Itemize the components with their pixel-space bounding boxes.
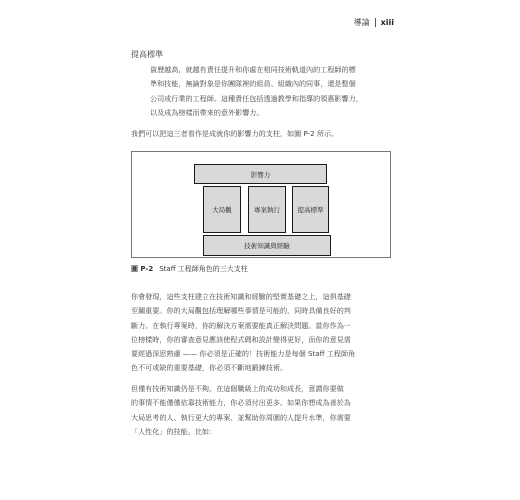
page-number: xiii bbox=[380, 18, 394, 27]
paragraph-2: 我們可以把這三者看作是成就你的影響力的支柱，如圖 P-2 所示。 bbox=[131, 129, 339, 138]
influence-roof: 影響力 bbox=[194, 164, 327, 184]
paragraph-3: 你會發現，這些支柱建立在技術知識和經驗的堅實基礎之上，這俱基礎 至關重要。你的大局觀包括理解哪些事情是可能的，同時具備良好的判 斷力。在執行專案時，你的解決方案需要能真正解決問題。當你作為一 位榜樣時，你的審查意見應該使程式碼和設計變得更好，而你的意見需 要經過深思熟慮 —— 你必須是正確的！技術能力是每個 Staff 工程師角 色不可或缺的重要基礎，你必須不斷地鍛鍊技術。 bbox=[131, 292, 356, 373]
header-divider bbox=[375, 18, 376, 27]
pillars-figure bbox=[131, 151, 391, 258]
caption-label: 圖 P-2 bbox=[131, 265, 154, 273]
pillar-project-execution: 專案執行 bbox=[248, 186, 286, 233]
chapter-title: 導論 bbox=[353, 18, 370, 27]
foundation-technical-knowledge: 技術知識與經驗 bbox=[203, 235, 331, 256]
running-header bbox=[354, 17, 394, 28]
paragraph-4: 但僅有技術知識仍是不夠。在這個職級上的成功和成長，意謂你要做 的事情不能僅僅依靠技術能力，你必須付出更多。如果你想成為善於為 大局思考的人、執行更大的專案、並幫助你周圍的人提升水準，你需要 「人性化」的技能。比如： bbox=[131, 384, 351, 436]
pillar-raising-the-bar: 提高標準 bbox=[292, 186, 329, 233]
section-title: 提高標準 bbox=[131, 50, 163, 59]
paragraph-1: 資歷越高，就越有責任提升和你處在相同技術軌道內的工程師的標 準和技能，無論對象是你團隊裡的組員、組織內的同事，還是整個 公司或行業的工程師。這種責任包括透過教學和指導的領惠影響力， 以及成為榜樣而帶來的意外影響力。 bbox=[150, 65, 363, 117]
figure-caption bbox=[131, 264, 248, 274]
caption-text: Staff 工程師角色的三大支柱 bbox=[159, 265, 248, 273]
pillar-big-picture: 大局觀 bbox=[203, 186, 241, 233]
